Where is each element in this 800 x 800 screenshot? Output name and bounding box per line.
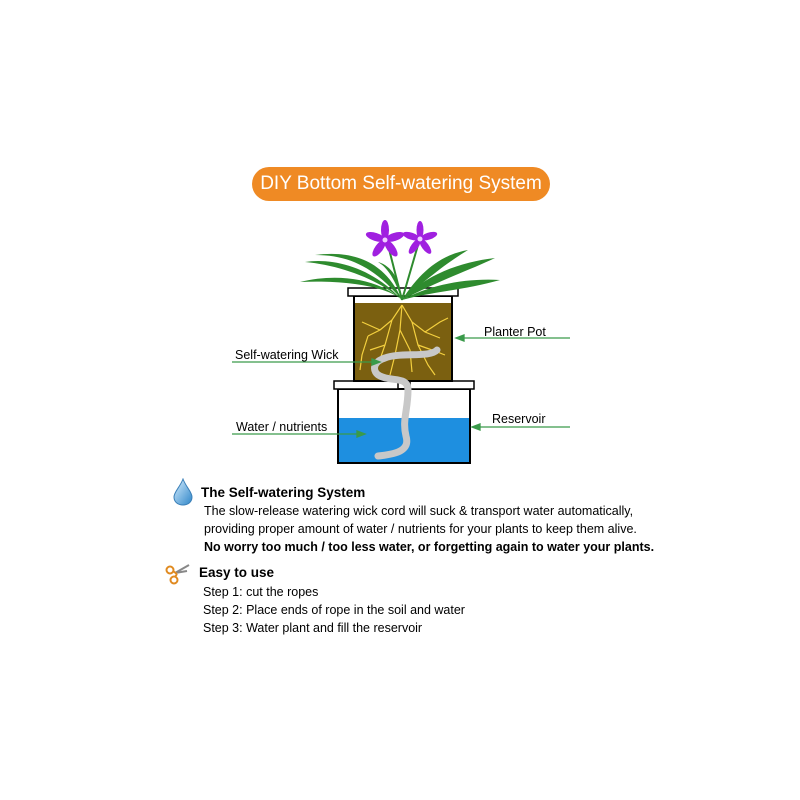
- flowers: [365, 220, 438, 259]
- planter-pot-illustration: [348, 288, 458, 381]
- title-banner: DIY Bottom Self-watering System: [252, 167, 550, 201]
- step-3: Step 3: Water plant and fill the reservoir: [203, 621, 423, 635]
- system-line-1: The slow-release watering wick cord will suck & transport water automatically,: [204, 504, 634, 518]
- section-title-system: The Self-watering System: [201, 485, 366, 500]
- label-water: Water / nutrients: [236, 420, 328, 434]
- scissors-icon: [165, 563, 191, 585]
- section-title-easy: Easy to use: [199, 565, 275, 580]
- water-drop-icon: [172, 478, 194, 506]
- system-line-3: No worry too much / too less water, or forgetting again to water your plants.: [204, 540, 655, 554]
- label-wick: Self-watering Wick: [235, 348, 339, 362]
- system-line-2: providing proper amount of water / nutrients for your plants to keep them alive.: [204, 522, 637, 536]
- step-1: Step 1: cut the ropes: [203, 585, 319, 599]
- label-reservoir: Reservoir: [492, 412, 546, 426]
- step-2: Step 2: Place ends of rope in the soil and water: [203, 603, 465, 617]
- label-planter-pot: Planter Pot: [484, 325, 546, 339]
